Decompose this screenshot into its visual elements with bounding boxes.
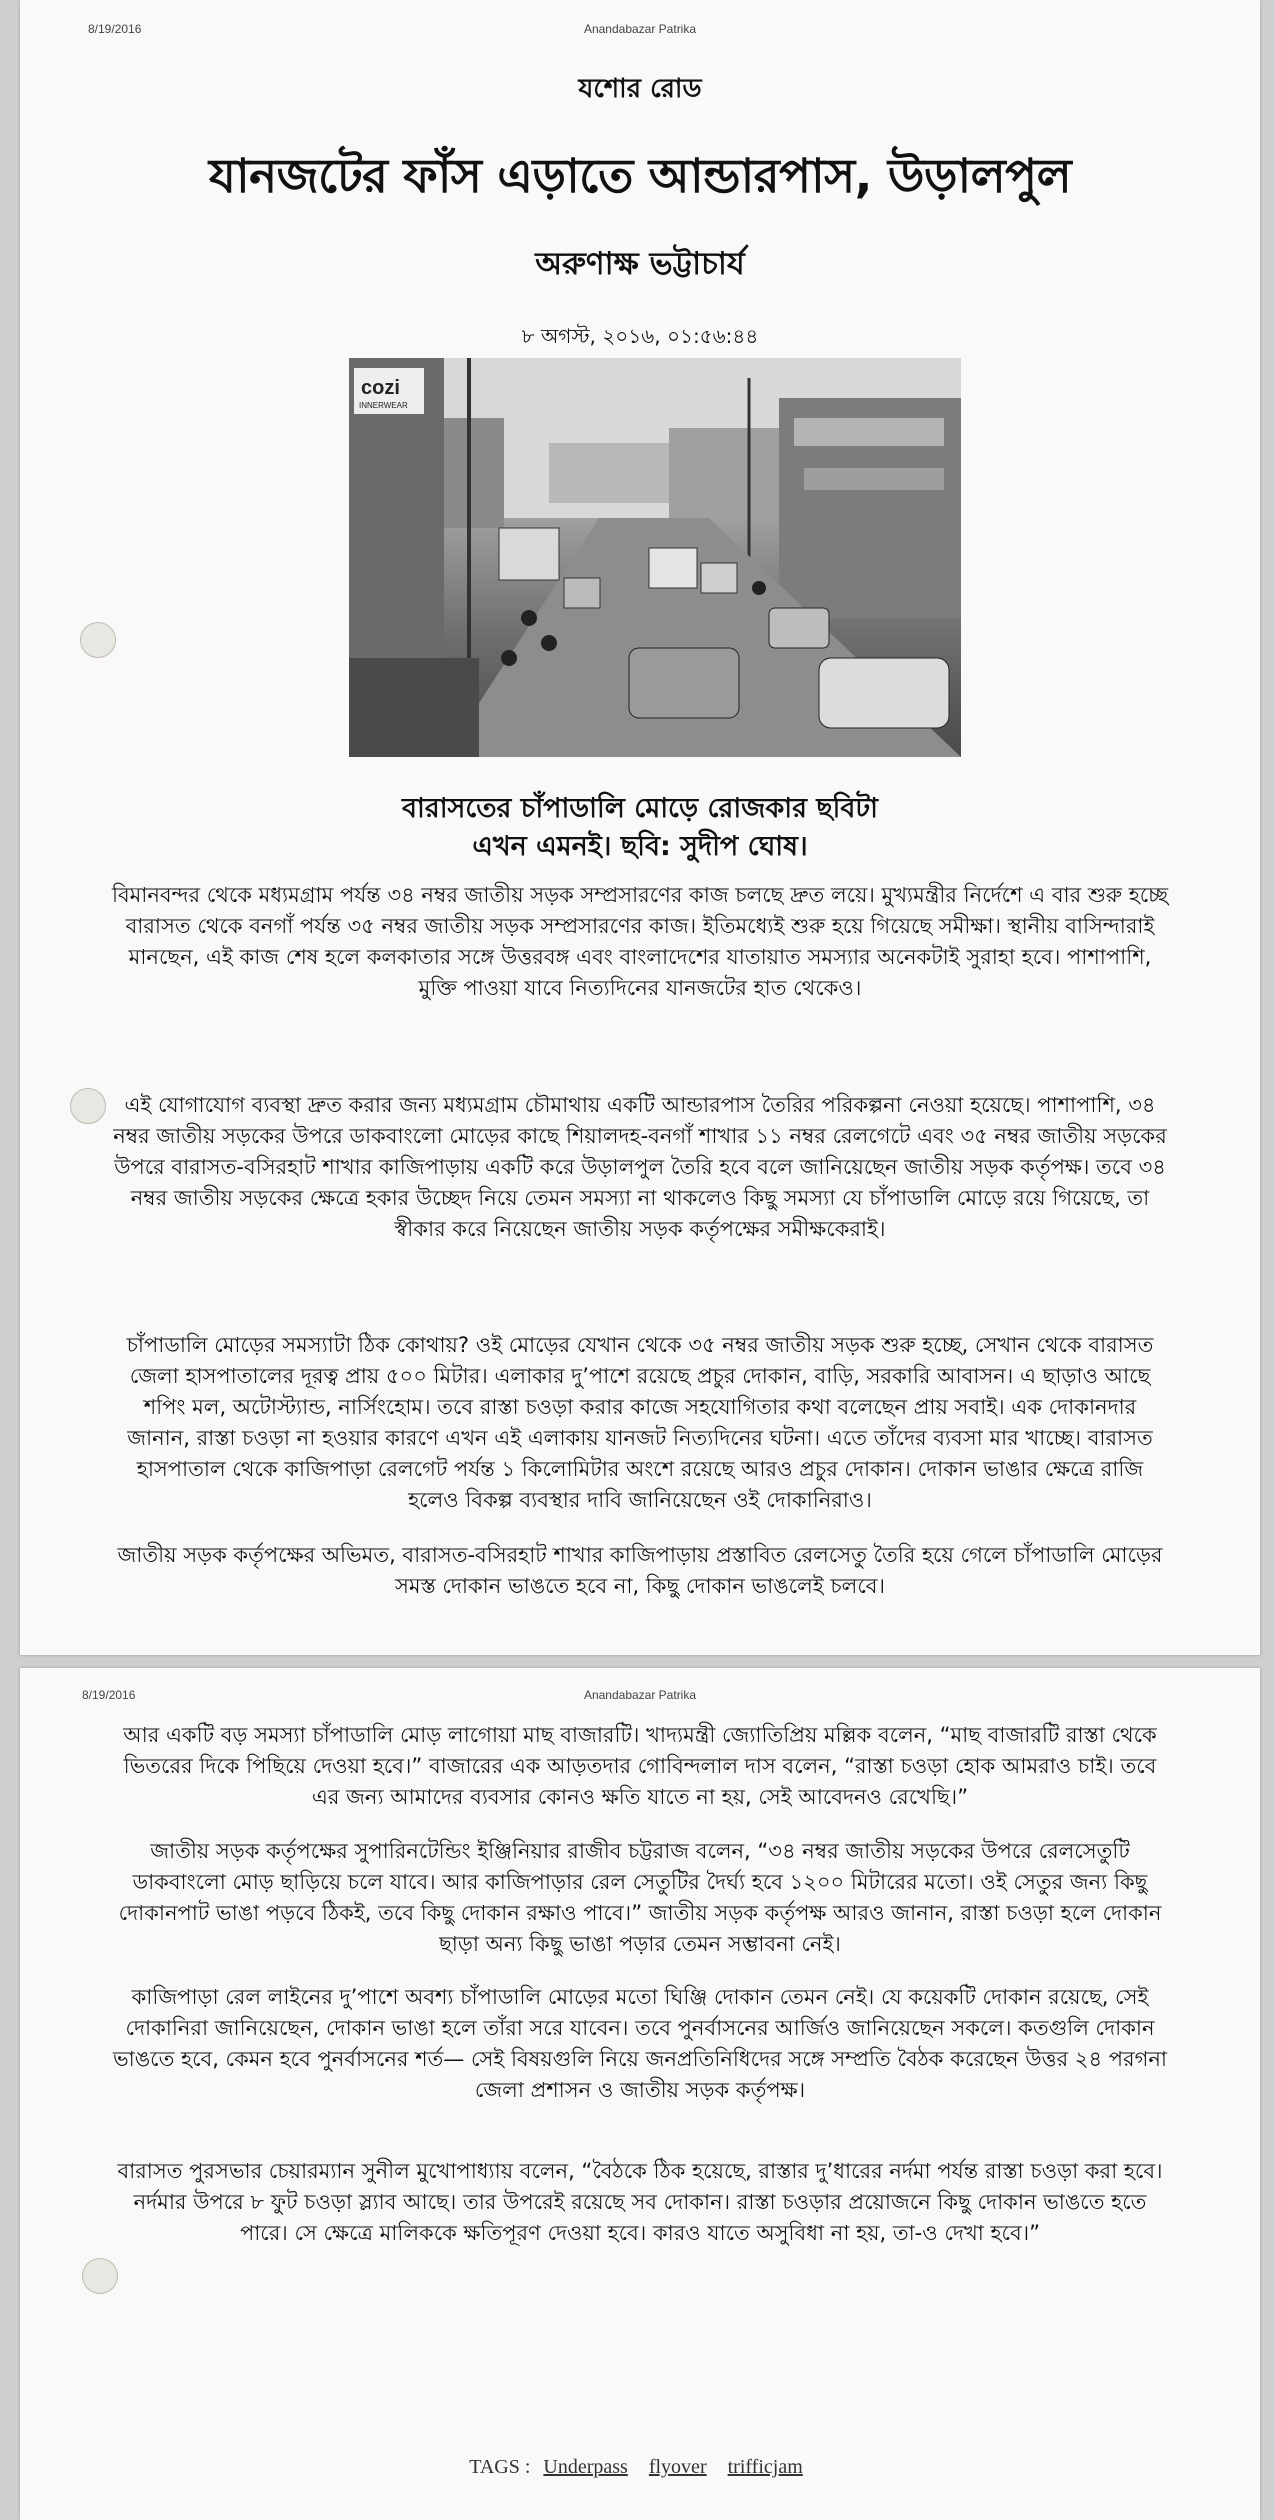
photo-caption — [20, 790, 1260, 866]
article-paragraph: চাঁপাডালি মোড়ের সমস্যাটা ঠিক কোথায়? ওই মোড়ের যেখান থেকে ৩৫ নম্বর জাতীয় সড়ক শুরু হচ্ছে, সেখান থেকে বারাসত জেলা হাসপাতালের দূরত্ব প্রায় ৫০০ মিটার। এলাকার দু’পাশে রয়েছে প্রচুর দোকান, বাড়ি, সরকারি আবাসন। এ ছাড়াও আছে শপিং মল, অটোস্ট্যান্ড, নার্সিংহোম। তবে রাস্তা চওড়া করার কাজে সহযোগিতার কথা বলেছেন প্রায় সবাই। এক দোকানদার জানান, রাস্তা চওড়া না হওয়ার কারণে এখন এই এলাকায় যানজট নিত্যদিনের ঘটনা। এতে তাঁদের ব্যবসা মার খাচ্ছে। বারাসত হাসপাতাল থেকে কাজিপাড়া রেলগেট পর্যন্ত ১ কিলোমিটার অংশে রয়েছে আরও প্রচুর দোকান। দোকান ভাঙার ক্ষেত্রে রাজি হলেও বিকল্প ব্যবস্থার দাবি জানিয়েছেন ওই দোকানিরাও। — [126, 1333, 1154, 1512]
print-header — [20, 22, 1260, 40]
article-paragraph: কাজিপাড়া রেল লাইনের দু’পাশে অবশ্য চাঁপাডালি মোড়ের মতো ঘিঞ্জি দোকান তেমন নেই। যে কয়েকটি দোকান রয়েছে, সেই দোকানিরা জানিয়েছেন, দোকান ভাঙা হলে তাঁরা সরে যাবেন। তবে পুনর্বাসনের আর্জিও জানিয়েছেন সকলে। কতগুলি দোকান ভাঙতে হবে, কেমন হবে পুনর্বাসনের শর্ত— সেই বিষয়গুলি নিয়ে জনপ্রতিনিধিদের সঙ্গে সম্প্রতি বৈঠক করেছেন উত্তর ২৪ পরগনা জেলা প্রশাসন ও জাতীয় সড়ক কর্তৃপক্ষ। — [113, 1985, 1167, 2102]
tag-link-flyover[interactable]: flyover — [648, 2456, 707, 2478]
article-paragraph: আর একটি বড় সমস্যা চাঁপাডালি মোড় লাগোয়া মাছ বাজারটি। খাদ্যমন্ত্রী জ্যোতিপ্রিয় মল্লিক বলেন, “মাছ বাজারটি রাস্তা থেকে ভিতরের দিকে পিছিয়ে দেওয়া হবে।” বাজারের এক আড়তদার গোবিন্দলাল দাস বলেন, “রাস্তা চওড়া হোক আমরাও চাই। তবে এর জন্য আমাদের ব্যবসার কোনও ক্ষতি যাতে না হয়, সেই আবেদনও রেখেছি।” — [123, 1723, 1157, 1809]
traffic-photo-illustration — [349, 358, 961, 757]
caption-line: এখন এমনই। ছবি: সুদীপ ঘোষ। — [472, 831, 808, 862]
article-paragraph: বারাসত পুরসভার চেয়ারম্যান সুনীল মুখোপাধ্যায় বলেন, “বৈঠকে ঠিক হয়েছে, রাস্তার দু’ধারের নর্দমা পর্যন্ত রাস্তা চওড়া করা হবে। নর্দমার উপরে ৮ ফুট চওড়া স্ল্যাব আছে। তার উপরেই রয়েছে সব দোকান। রাস্তা চওড়ার প্রয়োজনে কিছু দোকান ভাঙতে হতে পারে। সে ক্ষেত্রে মালিককে ক্ষতিপূরণ দেওয়া হবে। কারও যাতে অসুবিধা না হয়, তা-ও দেখা হবে।” — [117, 2159, 1163, 2245]
tags-row — [20, 2456, 1260, 2479]
article-paragraph: জাতীয় সড়ক কর্তৃপক্ষের সুপারিনটেন্ডিং ইঞ্জিনিয়ার রাজীব চট্টরাজ বলেন, “৩৪ নম্বর জাতীয় সড়কের উপরে রেলসেতুটি ডাকবাংলো মোড় ছাড়িয়ে চলে যাবে। আর কাজিপাড়ার রেল সেতুটির দৈর্ঘ্য হবে ১২০০ মিটারের মতো। ওই সেতুর জন্য কিছু দোকানপাট ভাঙা পড়বে ঠিকই, তবে কিছু দোকান রক্ষাও পাবে।” জাতীয় সড়ক কর্তৃপক্ষ আরও জানান, রাস্তা চওড়া হলে দোকান ছাড়া অন্য কিছু ভাঙা পড়ার তেমন সম্ভাবনা নেই। — [118, 1839, 1162, 1956]
clipping-page-2 — [20, 1668, 1260, 2520]
clipping-page-1 — [20, 0, 1260, 1655]
shop-sign-text: cozi — [361, 377, 400, 399]
tag-link-underpass[interactable]: Underpass — [543, 2456, 628, 2478]
punch-hole — [82, 2258, 118, 2294]
print-source: Anandabazar Patrika — [583, 1688, 697, 1702]
print-header — [20, 1688, 1260, 1706]
tag-link-trifficjam[interactable]: trifficjam — [727, 2456, 803, 2478]
punch-hole — [70, 1088, 106, 1124]
shop-sign-subtext: INNERWEAR — [359, 401, 408, 410]
article-paragraph: এই যোগাযোগ ব্যবস্থা দ্রুত করার জন্য মধ্যমগ্রাম চৌমাথায় একটি আন্ডারপাস তৈরির পরিকল্পনা নেওয়া হয়েছে। পাশাপাশি, ৩৪ নম্বর জাতীয় সড়কের উপরে ডাকবাংলো মোড়ের কাছে শিয়ালদহ-বনগাঁ শাখার ১১ নম্বর রেলগেটে এবং ৩৫ নম্বর জাতীয় সড়কের উপরে বারাসত-বসিরহাট শাখার কাজিপাড়ায় একটি করে উড়ালপুল তৈরি হবে বলে জানিয়েছেন জাতীয় সড়ক কর্তৃপক্ষ। তবে ৩৪ নম্বর জাতীয় সড়কের ক্ষেত্রে হকার উচ্ছেদ নিয়ে তেমন সমস্যা না থাকলেও কিছু সমস্যা যে চাঁপাডালি মোড়ে রয়ে গিয়েছে, তা স্বীকার করে নিয়েছেন জাতীয় সড়ক কর্তৃপক্ষের সমীক্ষকেরাই। — [113, 1093, 1167, 1241]
print-source: Anandabazar Patrika — [583, 22, 697, 36]
section-kicker: যশোর রোড — [578, 74, 702, 104]
tags-label: TAGS : — [469, 2456, 531, 2478]
article-paragraph: বিমানবন্দর থেকে মধ্যমগ্রাম পর্যন্ত ৩৪ নম্বর জাতীয় সড়ক সম্প্রসারণের কাজ চলছে দ্রুত লয়ে। মুখ্যমন্ত্রীর নির্দেশে এ বার শুরু হচ্ছে বারাসত থেকে বনগাঁ পর্যন্ত ৩৫ নম্বর জাতীয় সড়ক সম্প্রসারণের কাজ। ইতিমধ্যেই শুরু হয়ে গিয়েছে সমীক্ষা। স্থানীয় বাসিন্দারাই মানছেন, এই কাজ শেষ হলে কলকাতার সঙ্গে উত্তরবঙ্গ এবং বাংলাদেশের যাতায়াত সমস্যার অনেকটাই সুরাহা হবে। পাশাপাশি, মুক্তি পাওয়া যাবে নিত্যদিনের যানজটের হাত থেকেও। — [111, 883, 1169, 1000]
print-date: 8/19/2016 — [88, 22, 142, 36]
article-paragraph: জাতীয় সড়ক কর্তৃপক্ষের অভিমত, বারাসত-বসিরহাট শাখার কাজিপাড়ায় প্রস্তাবিত রেলসেতু তৈরি হয়ে গেলে চাঁপাডালি মোড়ের সমস্ত দোকান ভাঙতে হবে না, কিছু দোকান ভাঙলেই চলবে। — [117, 1543, 1163, 1598]
caption-line: বারাসতের চাঁপাডালি মোড়ে রোজকার ছবিটা — [402, 793, 878, 824]
street-traffic-photo — [349, 358, 961, 757]
article-dateline: ৮ অগস্ট, ২০১৬, ০১:৫৬:৪৪ — [521, 324, 759, 348]
article-headline: যানজটের ফাঁস এড়াতে আন্ডারপাস, উড়ালপুল — [208, 149, 1072, 204]
print-date: 8/19/2016 — [82, 1688, 136, 1702]
article-byline: অরুণাক্ষ ভট্টাচার্য — [535, 246, 745, 282]
punch-hole — [80, 622, 116, 658]
